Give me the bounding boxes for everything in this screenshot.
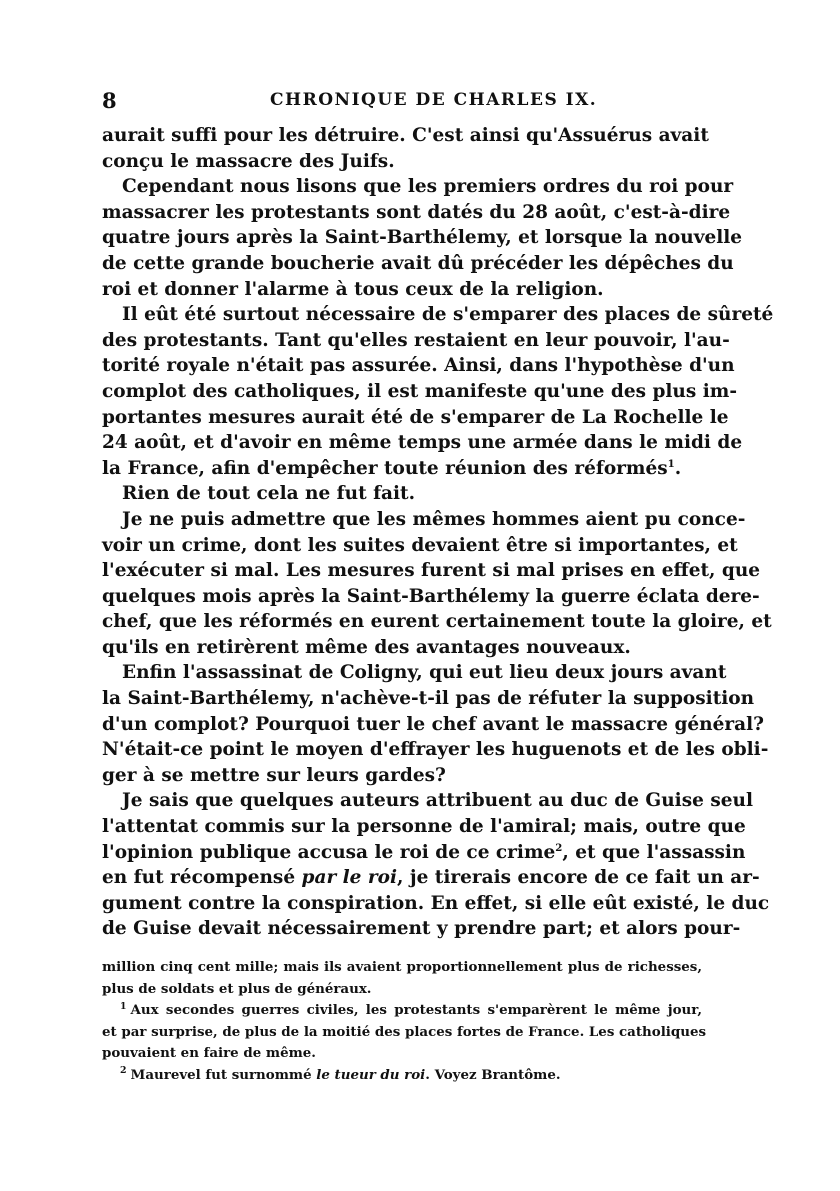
text-line-punctuation: .: [674, 457, 682, 479]
text-line: 24 août, et d'avoir en même temps une armée dans le midi de: [102, 432, 743, 454]
text-line: d'un complot? Pourquoi tuer le chef avant le massacre général?: [102, 713, 764, 735]
text-line-content: en fut récompensé: [102, 867, 296, 889]
text-line: N'était-ce point le moyen d'effrayer les huguenots et de les obli-: [102, 739, 769, 761]
text-line-content: l'opinion publique accusa le roi de ce crime: [102, 841, 556, 863]
text-line: [102, 456, 702, 482]
running-title: CHRONIQUE DE CHARLES IX.: [270, 90, 598, 110]
text-line: complot des catholiques, il est manifeste qu'une des plus im-: [102, 380, 738, 402]
text-line-content: , et que l'assassin: [562, 841, 746, 863]
text-line: [102, 865, 760, 891]
text-line: voir un crime, dont les suites devaient être si importantes, et: [102, 534, 738, 556]
footnote-text: Maurevel fut surnommé: [130, 1066, 312, 1083]
text-line: des protestants. Tant qu'elles restaient en leur pouvoir, l'au-: [102, 329, 730, 351]
text-line: Enfin l'assassinat de Coligny, qui eut lieu deux jours avant: [122, 662, 727, 684]
text-line: torité royale n'était pas assurée. Ainsi, dans l'hypothèse d'un: [102, 355, 735, 377]
text-line: Cependant nous lisons que les premiers ordres du roi pour: [122, 176, 734, 198]
footnote-marker-1: 1: [120, 1000, 127, 1012]
text-line: [102, 840, 746, 866]
text-line: l'attentat commis sur la personne de l'amiral; mais, outre que: [102, 816, 746, 838]
footnote-text: Aux secondes guerres civiles, les protestants s'emparèrent le même jour,: [130, 1002, 702, 1018]
text-line: quatre jours après la Saint-Barthélemy, et lorsque la nouvelle: [102, 227, 743, 249]
text-line: roi et donner l'alarme à tous ceux de la religion.: [102, 278, 604, 300]
page-header: [102, 88, 702, 118]
text-line: chef, que les réformés en eurent certainement toute la gloire, et: [102, 611, 772, 633]
italic-phrase: le tueur du roi: [316, 1066, 426, 1083]
footnote-ref-1: 1: [667, 457, 675, 470]
text-line: Il eût été surtout nécessaire de s'emparer des places de sûreté: [122, 304, 774, 326]
footnote-line: [102, 1065, 702, 1087]
footnote-line: million cinq cent mille; mais ils avaient proportionnellement plus de richesses,: [102, 959, 702, 975]
text-line-content: la France, afin d'empêcher toute réunion des réformés: [102, 457, 668, 479]
footnote-text: . Voyez Brantôme.: [425, 1066, 561, 1083]
text-line: de Guise devait nécessairement y prendre part; et alors pour-: [102, 918, 741, 940]
body-text: [102, 123, 774, 942]
text-line: Je sais que quelques auteurs attribuent au duc de Guise seul: [122, 790, 753, 812]
page-number: 8: [102, 88, 117, 113]
footnotes: [102, 957, 707, 1086]
footnote-marker-2: 2: [120, 1065, 127, 1077]
text-line: l'exécuter si mal. Les mesures furent si mal prises en effet, que: [102, 560, 761, 582]
text-line: de cette grande boucherie avait dû précéder les dépêches du: [102, 252, 734, 274]
footnote-line: plus de soldats et plus de généraux.: [102, 980, 372, 997]
text-line-content: , je tirerais encore de ce fait un ar-: [397, 867, 760, 889]
text-line: la Saint-Barthélemy, n'achève-t-il pas de réfuter la supposition: [102, 688, 755, 710]
italic-phrase: par le roi: [301, 867, 398, 889]
text-line: Rien de tout cela ne fut fait.: [122, 483, 416, 505]
text-line: quelques mois après la Saint-Barthélemy la guerre éclata dere-: [102, 585, 760, 607]
text-line: qu'ils en retirèrent même des avantages nouveaux.: [102, 636, 631, 658]
footnote-line: pouvaient en faire de même.: [102, 1045, 316, 1061]
footnote-line: [102, 1000, 702, 1022]
text-line: aurait suffi pour les détruire. C'est ainsi qu'Assuérus avait: [102, 125, 709, 146]
text-line: massacrer les protestants sont datés du 28 août, c'est-à-dire: [102, 201, 731, 223]
text-line: conçu le massacre des Juifs.: [102, 150, 395, 172]
footnote-line: et par surprise, de plus de la moitié des places fortes de France. Les catholiques: [102, 1023, 707, 1040]
text-line: gument contre la conspiration. En effet, si elle eût existé, le duc: [102, 892, 770, 914]
text-line: Je ne puis admettre que les mêmes hommes aient pu conce-: [122, 508, 746, 530]
text-line: ger à se mettre sur leurs gardes?: [102, 764, 446, 786]
text-line: portantes mesures aurait été de s'emparer de La Rochelle le: [102, 406, 729, 428]
footnote-ref-2: 2: [555, 841, 563, 854]
